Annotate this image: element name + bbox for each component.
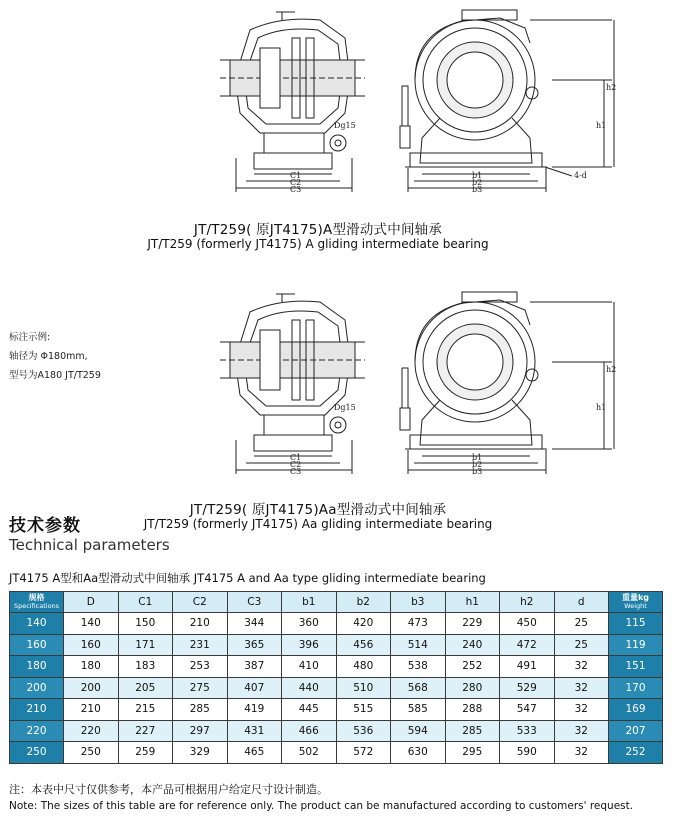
- header-cell: C2: [173, 592, 228, 613]
- table-cell: 285: [445, 720, 500, 742]
- table-row: [10, 720, 663, 742]
- table-cell: 32: [554, 656, 609, 678]
- example-note: [9, 328, 101, 385]
- table-cell: 365: [227, 634, 282, 656]
- table-cell: 431: [227, 720, 282, 742]
- spec-cell: 160: [10, 634, 64, 656]
- table-cell: 32: [554, 699, 609, 721]
- section-title-cn: 技术参数: [9, 516, 81, 536]
- table-cell: 250: [64, 742, 119, 764]
- table-cell: 396: [282, 634, 337, 656]
- table-cell: 502: [282, 742, 337, 764]
- table-cell: 450: [500, 613, 555, 635]
- spec-cell: 210: [10, 699, 64, 721]
- table-cell: 205: [118, 677, 173, 699]
- table-cell: 171: [118, 634, 173, 656]
- header-weight: [609, 592, 663, 613]
- spec-cell: 220: [10, 720, 64, 742]
- table-cell: 215: [118, 699, 173, 721]
- table-cell: 150: [118, 613, 173, 635]
- table-cell: 538: [391, 656, 446, 678]
- table-row: [10, 742, 663, 764]
- weight-cell: 119: [609, 634, 663, 656]
- table-cell: 227: [118, 720, 173, 742]
- dim-label-b1: b1: [472, 453, 483, 462]
- dim-label-4d: 4-d: [574, 171, 587, 180]
- table-cell: 253: [173, 656, 228, 678]
- table-cell: 25: [554, 613, 609, 635]
- table-cell: 259: [118, 742, 173, 764]
- table-cell: 275: [173, 677, 228, 699]
- example-note-line2: 型号为A180 JT/T259: [9, 370, 101, 381]
- table-cell: 590: [500, 742, 555, 764]
- table-cell: 533: [500, 720, 555, 742]
- table-cell: 32: [554, 742, 609, 764]
- header-cell: h1: [445, 592, 500, 613]
- header-cell: h2: [500, 592, 555, 613]
- weight-cell: 170: [609, 677, 663, 699]
- weight-cell: 115: [609, 613, 663, 635]
- table-cell: 466: [282, 720, 337, 742]
- spec-cell: 250: [10, 742, 64, 764]
- table-cell: 420: [336, 613, 391, 635]
- table-cell: 295: [445, 742, 500, 764]
- table-row: [10, 634, 663, 656]
- header-weight-cn: 重量kg: [621, 593, 650, 602]
- table-cell: 210: [64, 699, 119, 721]
- table-row: [10, 677, 663, 699]
- dim-label-b3: b3: [472, 185, 483, 194]
- weight-cell: 151: [609, 656, 663, 678]
- figure1-caption-en: JT/T259 (formerly JT4175) A gliding intermediate bearing: [147, 237, 489, 251]
- table-cell: 491: [500, 656, 555, 678]
- dim-label-c2: C2: [290, 460, 302, 469]
- table-cell: 240: [445, 634, 500, 656]
- table-cell: 32: [554, 720, 609, 742]
- table-cell: 180: [64, 656, 119, 678]
- table-cell: 419: [227, 699, 282, 721]
- table-cell: 515: [336, 699, 391, 721]
- table-cell: 473: [391, 613, 446, 635]
- table-cell: 285: [173, 699, 228, 721]
- table-cell: 547: [500, 699, 555, 721]
- bearing-drawing-type-a: [200, 8, 620, 200]
- table-cell: 183: [118, 656, 173, 678]
- dim-label-c2: C2: [290, 178, 302, 187]
- header-weight-en: Weight: [624, 602, 647, 610]
- table-cell: 220: [64, 720, 119, 742]
- dim-label-dg15: Dg15: [334, 121, 356, 130]
- footnote-en: Note: The sizes of this table are for reference only. The product can be manufactured according to customers' request.: [9, 800, 634, 812]
- table-cell: 630: [391, 742, 446, 764]
- table-cell: 140: [64, 613, 119, 635]
- dim-label-b1: b1: [472, 171, 483, 180]
- header-specifications-cn: 规格: [28, 593, 45, 602]
- spec-cell: 180: [10, 656, 64, 678]
- table-cell: 252: [445, 656, 500, 678]
- table-cell: 572: [336, 742, 391, 764]
- table-cell: 465: [227, 742, 282, 764]
- table-header-row: [10, 592, 663, 613]
- figure2-caption-en: JT/T259 (formerly JT4175) Aa gliding intermediate bearing: [143, 517, 493, 531]
- table-cell: 410: [282, 656, 337, 678]
- table-cell: 360: [282, 613, 337, 635]
- table-cell: 440: [282, 677, 337, 699]
- header-cell: b3: [391, 592, 446, 613]
- table-row: [10, 699, 663, 721]
- weight-cell: 207: [609, 720, 663, 742]
- figure2-caption-cn: JT/T259( 原JT4175)Aa型滑动式中间轴承: [189, 502, 447, 518]
- header-cell: b1: [282, 592, 337, 613]
- dim-label-h2: h2: [606, 83, 617, 92]
- table-cell: 160: [64, 634, 119, 656]
- table-row: [10, 613, 663, 635]
- table-cell: 32: [554, 677, 609, 699]
- table-cell: 200: [64, 677, 119, 699]
- table-cell: 472: [500, 634, 555, 656]
- spec-cell: 200: [10, 677, 64, 699]
- bearing-drawing-type-aa: [200, 290, 620, 482]
- table-cell: 288: [445, 699, 500, 721]
- table-cell: 568: [391, 677, 446, 699]
- dim-label-b2: b2: [472, 178, 483, 187]
- dim-label-h2: h2: [606, 365, 617, 374]
- header-specifications-en: Specifications: [13, 602, 60, 610]
- table-cell: 25: [554, 634, 609, 656]
- table-cell: 536: [336, 720, 391, 742]
- table-cell: 210: [173, 613, 228, 635]
- table-cell: 231: [173, 634, 228, 656]
- table-cell: 445: [282, 699, 337, 721]
- table-cell: 456: [336, 634, 391, 656]
- header-cell: C3: [227, 592, 282, 613]
- dim-label-b2: b2: [472, 460, 483, 469]
- table-cell: 594: [391, 720, 446, 742]
- table-cell: 387: [227, 656, 282, 678]
- table-cell: 480: [336, 656, 391, 678]
- table-cell: 407: [227, 677, 282, 699]
- dim-label-h1: h1: [596, 403, 607, 412]
- dim-label-c1: C1: [290, 171, 302, 180]
- table-cell: 529: [500, 677, 555, 699]
- dim-label-h1: h1: [596, 121, 607, 130]
- header-cell: D: [64, 592, 119, 613]
- table-cell: 229: [445, 613, 500, 635]
- table-cell: 280: [445, 677, 500, 699]
- table-cell: 297: [173, 720, 228, 742]
- header-cell: C1: [118, 592, 173, 613]
- header-cell: d: [554, 592, 609, 613]
- figure1-caption-cn: JT/T259( 原JT4175)A型滑动式中间轴承: [193, 222, 443, 238]
- technical-parameters-table: [9, 591, 663, 764]
- table-title: JT4175 A型和Aa型滑动式中间轴承 JT4175 A and Aa type gliding intermediate bearing: [9, 571, 486, 585]
- example-note-title: 标注示例:: [9, 332, 51, 343]
- header-cell: b2: [336, 592, 391, 613]
- table-cell: 344: [227, 613, 282, 635]
- dim-label-dg15: Dg15: [334, 403, 356, 412]
- spec-cell: 140: [10, 613, 64, 635]
- header-specifications: [10, 592, 64, 613]
- weight-cell: 169: [609, 699, 663, 721]
- table-cell: 514: [391, 634, 446, 656]
- dim-label-b3: b3: [472, 467, 483, 476]
- table-cell: 585: [391, 699, 446, 721]
- section-title-en: Technical parameters: [9, 536, 170, 554]
- dim-label-c1: C1: [290, 453, 302, 462]
- dim-label-c3: C3: [290, 467, 302, 476]
- example-note-line1: 轴径为 Φ180mm,: [9, 351, 88, 362]
- dim-label-c3: C3: [290, 185, 302, 194]
- table-row: [10, 656, 663, 678]
- weight-cell: 252: [609, 742, 663, 764]
- footnote-cn: 注：本表中尺寸仅供参考，本产品可根据用户给定尺寸设计制造。: [9, 783, 328, 796]
- table-cell: 329: [173, 742, 228, 764]
- table-cell: 510: [336, 677, 391, 699]
